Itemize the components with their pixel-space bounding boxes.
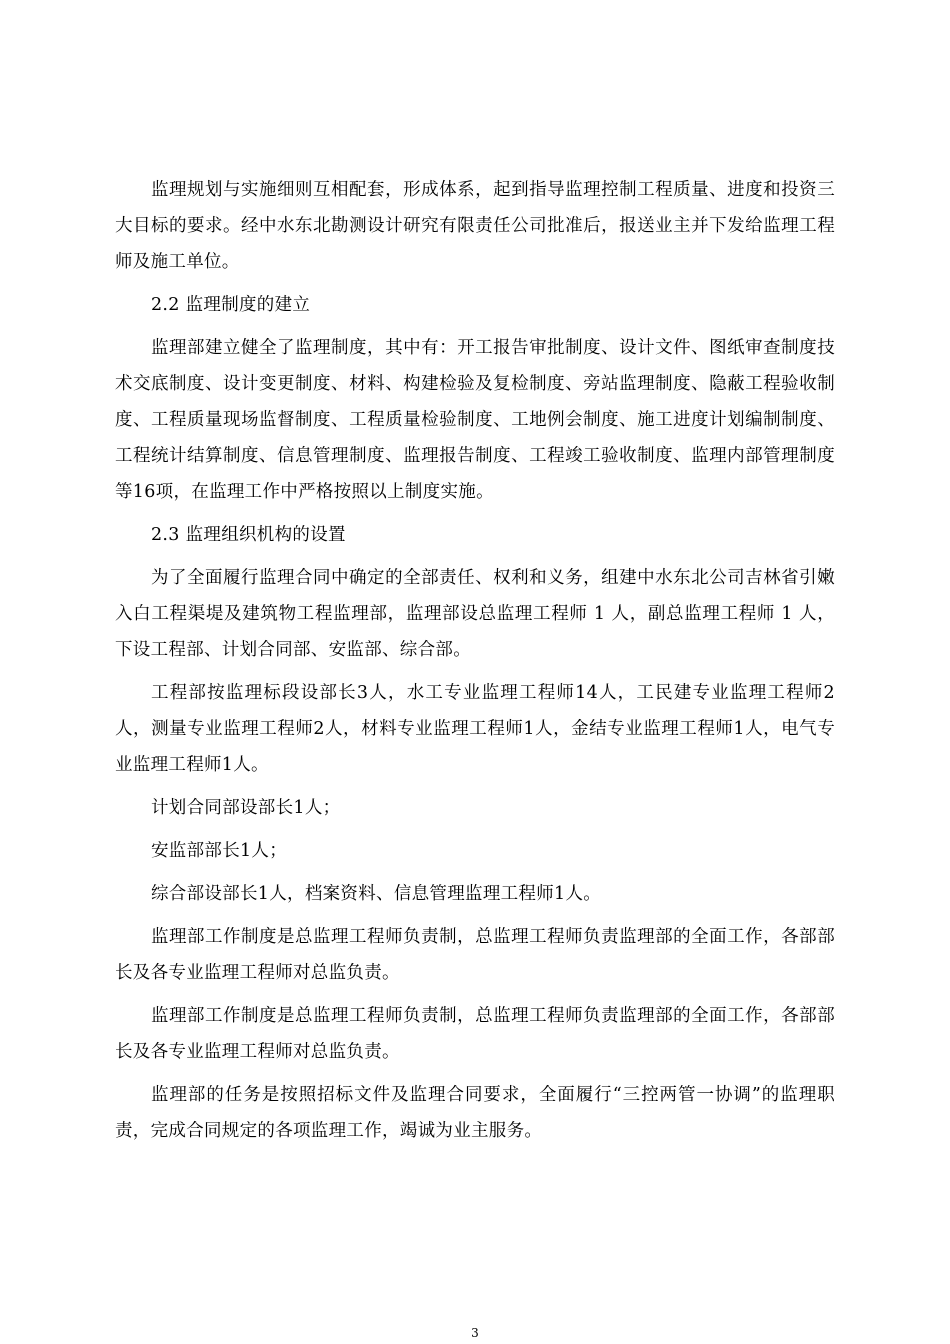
paragraph-general-dept: 综合部设部长1人，档案资料、信息管理监理工程师1人。 (151, 884, 602, 904)
paragraph-organization: 为了全面履行监理合同中确定的全部责任、权利和义务，组建中水东北公司吉林省引嫩入白工程渠堤及建筑物工程监理部，监理部设总监理工程师 1 人，副总监理工程师 1 人，下设工程部、计划合同部、安监部、综合部。 (115, 568, 835, 660)
section-heading-2-2: 2.2 监理制度的建立 (151, 295, 311, 315)
page-number: 3 (471, 1326, 479, 1340)
paragraph-supervision-system: 监理部建立健全了监理制度，其中有：开工报告审批制度、设计文件、图纸审查制度技术交底制度、设计变更制度、材料、构建检验及复检制度、旁站监理制度、隐蔽工程验收制度、工程质量现场监督制度、工程质量检验制度、工地例会制度、施工进度计划编制制度、工程统计结算制度、信息管理制度、监理报告制度、工程竣工验收制度、监理内部管理制度等16项，在监理工作中严格按照以上制度实施。 (115, 338, 835, 502)
paragraph-work-system-1: 监理部工作制度是总监理工程师负责制，总监理工程师负责监理部的全面工作，各部部长及各专业监理工程师对总监负责。 (115, 927, 835, 983)
paragraph-planning-rules: 监理规划与实施细则互相配套，形成体系，起到指导监理控制工程质量、进度和投资三大目标的要求。经中水东北勘测设计研究有限责任公司批准后，报送业主并下发给监理工程师及施工单位。 (115, 180, 835, 272)
paragraph-tasks: 监理部的任务是按照招标文件及监理合同要求，全面履行“三控两管一协调”的监理职责，完成合同规定的各项监理工作，竭诚为业主服务。 (115, 1085, 835, 1141)
document-body (115, 172, 835, 1156)
section-heading-2-3: 2.3 监理组织机构的设置 (151, 525, 346, 545)
paragraph-contract-dept: 计划合同部设部长1人； (151, 798, 341, 818)
paragraph-engineering-dept: 工程部按监理标段设部长3人，水工专业监理工程师14人，工民建专业监理工程师2人，测量专业监理工程师2人，材料专业监理工程师1人，金结专业监理工程师1人，电气专业监理工程师1人。 (115, 683, 835, 775)
paragraph-work-system-2: 监理部工作制度是总监理工程师负责制，总监理工程师负责监理部的全面工作，各部部长及各专业监理工程师对总监负责。 (115, 1006, 835, 1062)
paragraph-safety-dept: 安监部部长1人； (151, 841, 288, 861)
